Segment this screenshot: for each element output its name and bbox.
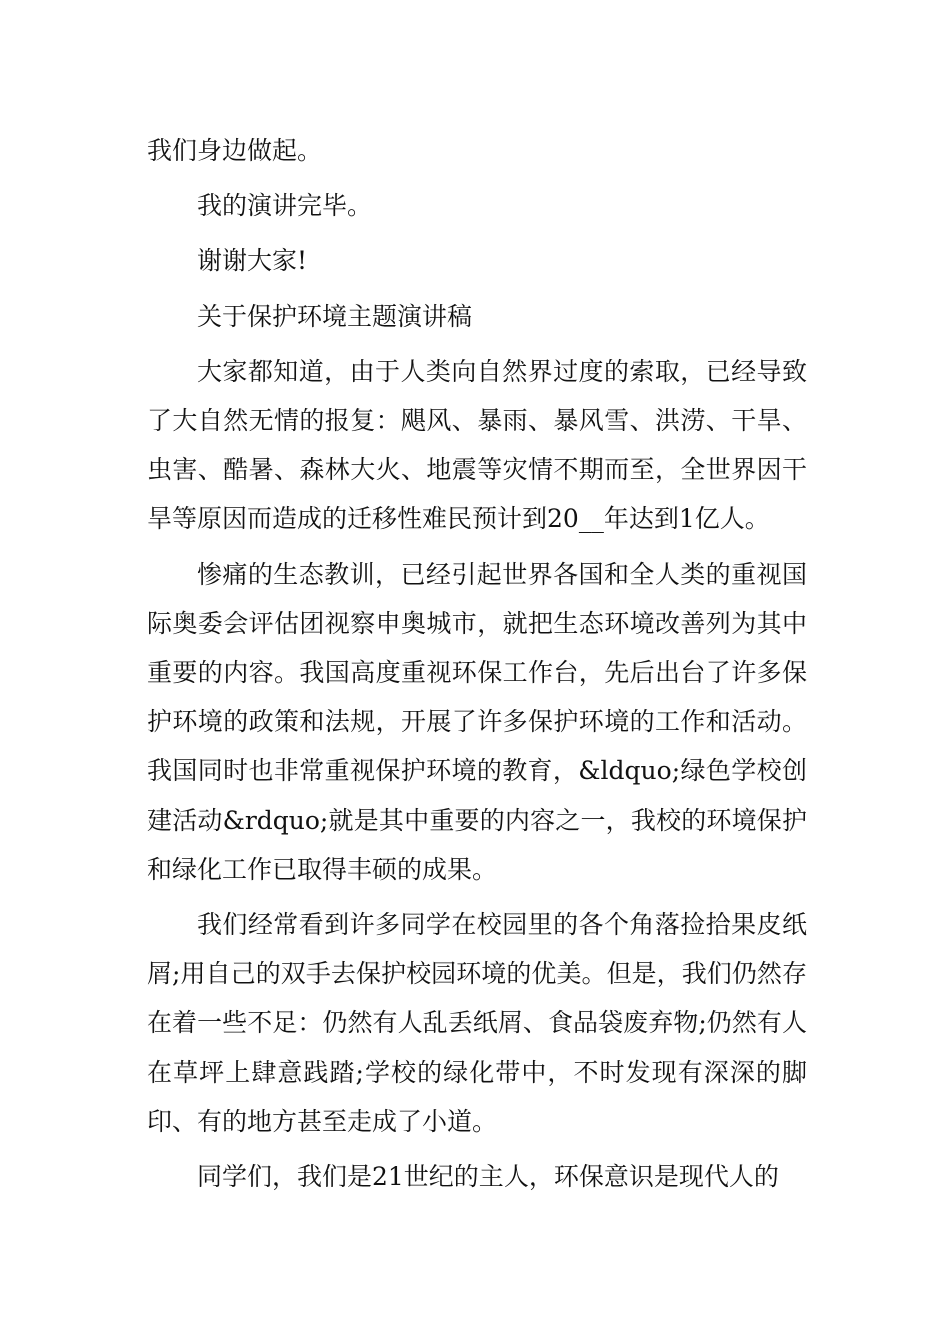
paragraph-lessons: 惨痛的生态教训，已经引起世界各国和全人类的重视国际奥委会评估团视察申奥城市，就把生态环境改善列为其中重要的内容。我国高度重视环保工作台，先后出台了许多保护环境的政策和法规，开展了许多保护环境的工作和活动。 我国同时也非常重视保护环境的教育，&ldquo;绿色学校创建活动&rdquo;就是其中重要的内容之一，我校的环境保护和绿化工作已取得丰硕的成果。 [147, 559, 815, 884]
paragraph-thanks: 谢谢大家! [197, 246, 308, 276]
paragraph-students: 同学们，我们是21世纪的主人，环保意识是现代人的 [197, 1162, 779, 1192]
paragraph-closing: 我的演讲完毕。 [197, 191, 373, 221]
paragraph-campus: 我们经常看到许多同学在校园里的各个角落捡拾果皮纸屑;用自己的双手去保护校园环境的优美。但是，我们仍然存在着一些不足：仍然有人乱丢纸屑、食品袋废弃物;仍然有人在草坪上肆意践踏;学校的绿化带中，不时发现有深深的脚印、有的地方甚至走成了小道。 [147, 910, 807, 1136]
paragraph-continuation: 我们身边做起。 [147, 136, 323, 165]
document-body [147, 126, 815, 1201]
paragraph-disasters: 大家都知道，由于人类向自然界过度的索取，已经导致了大自然无情的报复：飓风、暴雨、暴风雪、洪涝、干旱、虫害、酷暑、森林大火、地震等灾情不期而至，全世界因干旱等原因而造成的迁移性难民预计到20__年达到1亿人。 [147, 356, 807, 534]
section-title: 关于保护环境主题演讲稿 [197, 301, 473, 331]
